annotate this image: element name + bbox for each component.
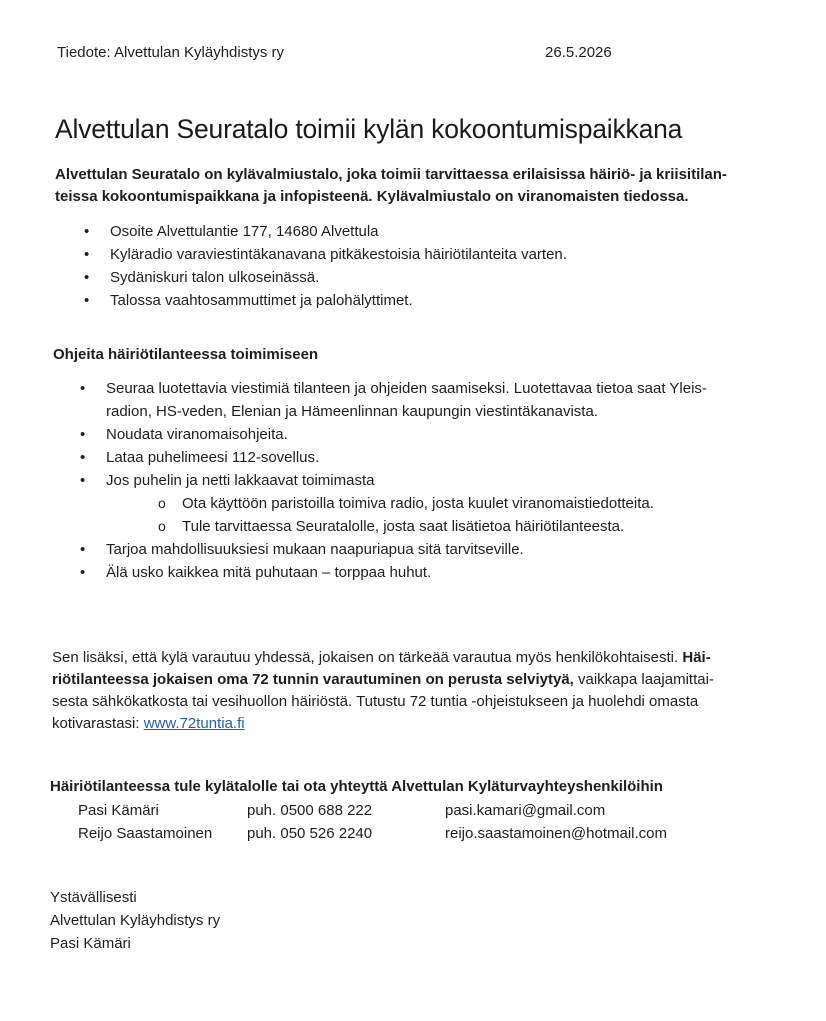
document-title: Alvettulan Seuratalo toimii kylän kokoontumispaikkana	[55, 114, 683, 144]
preparedness-paragraph	[52, 647, 782, 735]
paragraph-text: vaikkapa laajamittai-	[573, 671, 714, 688]
paragraph-bold: riötilanteessa jokaisen oma 72 tunnin varautuminen on perusta selviytyä,	[52, 671, 574, 688]
contact-email: reijo.saastamoinen@hotmail.com	[445, 825, 667, 842]
list-item: • Sydäniskuri talon ulkoseinässä.	[82, 266, 567, 289]
header-sender: Tiedote: Alvettulan Kyläyhdistys ry	[57, 44, 285, 61]
sub-list	[106, 492, 707, 538]
guide-list	[78, 377, 707, 584]
list-item-text: Jos puhelin ja netti lakkaavat toimimasta	[106, 472, 375, 489]
sub-list-item: o Tule tarvittaessa Seuratalolle, josta saat lisätietoa häiriötilanteesta.	[158, 515, 707, 538]
list-item: • Talossa vaahtosammuttimet ja palohälyttimet.	[82, 289, 567, 312]
paragraph-text: kotivarastasi:	[52, 715, 144, 732]
list-item: • Noudata viranomaisohjeita.	[78, 423, 707, 446]
signature-line: Pasi Kämäri	[50, 935, 131, 952]
signature-line: Alvettulan Kyläyhdistys ry	[50, 912, 221, 929]
72tuntia-link[interactable]: www.72tuntia.fi	[143, 715, 245, 732]
paragraph-text: sesta sähkökatkosta tai vesihuollon häiriöstä. Tutustu 72 tuntia -ohjeistukseen ja huolehdi omasta	[52, 693, 699, 710]
contact-phone: puh. 050 526 2240	[247, 825, 373, 842]
list-item	[78, 469, 707, 538]
contact-name: Pasi Kämäri	[78, 802, 159, 819]
paragraph-text: Sen lisäksi, että kylä varautuu yhdessä, jokaisen on tärkeää varautua myös henkilökohtaisesti.	[52, 649, 683, 666]
section-heading: Ohjeita häiriötilanteessa toimimiseen	[53, 346, 319, 363]
paragraph-bold: Häi-	[682, 649, 711, 666]
facts-list	[82, 220, 567, 312]
intro-paragraph	[55, 164, 767, 208]
contact-name: Reijo Saastamoinen	[78, 825, 213, 842]
list-item: • Älä usko kaikkea mitä puhutaan – torppaa huhut.	[78, 561, 707, 584]
sub-list-item: o Ota käyttöön paristoilla toimiva radio, josta kuulet viranomaistiedotteita.	[158, 492, 707, 515]
list-item: • Tarjoa mahdollisuuksiesi mukaan naapuriapua sitä tarvitseville.	[78, 538, 707, 561]
contact-email: pasi.kamari@gmail.com	[445, 802, 606, 819]
list-item	[78, 377, 707, 423]
signature-block	[50, 886, 220, 955]
intro-line: teissa kokoontumispaikkana ja infopisteenä. Kylävalmiustalo on viranomaisten tiedossa.	[55, 188, 689, 205]
intro-line: Alvettulan Seuratalo on kylävalmiustalo, joka toimii tarvittaessa erilaisissa häiriö- ja kriisitilan-	[55, 166, 727, 183]
contacts-heading: Häiriötilanteessa tule kylätalolle tai ota yhteyttä Alvettulan Kyläturvayhteyshenkilöihin	[50, 778, 663, 795]
signature-line: Ystävällisesti	[50, 889, 137, 906]
list-item: • Osoite Alvettulantie 177, 14680 Alvettula	[82, 220, 567, 243]
contact-phone: puh. 0500 688 222	[247, 802, 373, 819]
list-item: • Kyläradio varaviestintäkanavana pitkäkestoisia häiriötilanteita varten.	[82, 243, 567, 266]
list-item-text: radion, HS-veden, Elenian ja Hämeenlinnan kaupungin viestintäkanavista.	[106, 403, 598, 420]
list-item-text: Seuraa luotettavia viestimiä tilanteen ja ohjeiden saamiseksi. Luotettavaa tietoa saat Yleis-	[106, 380, 707, 397]
header-date: 26.5.2026	[545, 44, 612, 61]
list-item: • Lataa puhelimeesi 112-sovellus.	[78, 446, 707, 469]
